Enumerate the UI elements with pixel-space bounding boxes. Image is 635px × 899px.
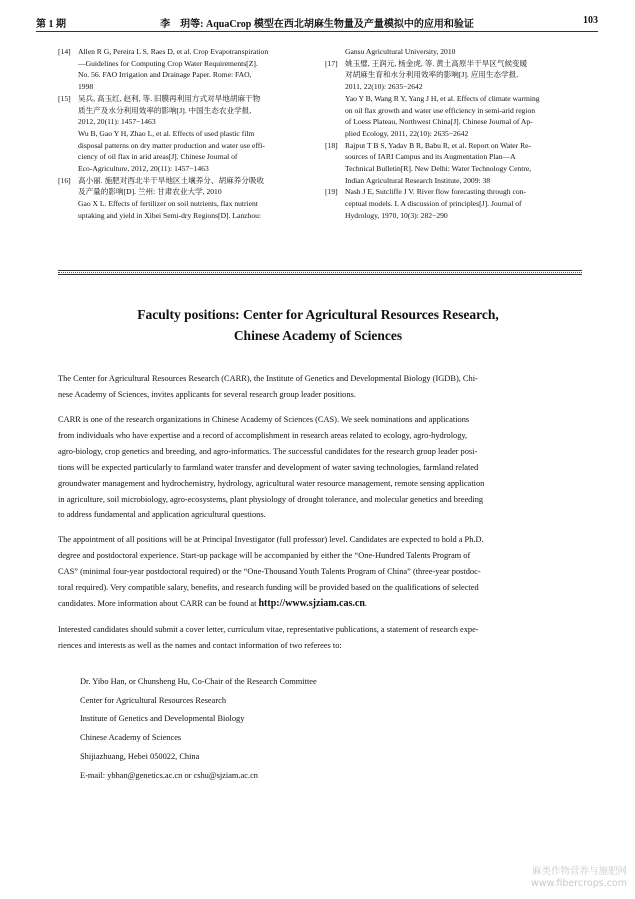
- text-line: Interested candidates should submit a cover letter, curriculum vitae, representative publications, a statement of research expe-: [58, 625, 479, 634]
- paragraph-carr: [58, 412, 580, 523]
- references-right-column: [325, 46, 582, 222]
- text-line: The Center for Agricultural Resources Research (CARR), the Institute of Genetics and Developmental Biology (IGDB), Chi-: [58, 374, 478, 383]
- paragraph-application: [58, 622, 580, 654]
- text-line: tions will be expected particularly to farmland water transfer and development of water saving technologies, farmland related: [58, 462, 479, 472]
- reference-line: Indian Agricultural Research Institute, 2009: 38: [345, 175, 491, 185]
- reference-line: Rajput T B S, Yadav B R, Babu R, et al. Report on Water Re-: [345, 140, 532, 150]
- reference-line: 2011, 22(10): 2635−2642: [345, 82, 423, 92]
- reference-entry: [58, 93, 308, 175]
- text-line: toral required). Very compatible salary, benefits, and research funding will be provided based on the qualifications of selected: [58, 582, 479, 592]
- watermark: [531, 866, 627, 890]
- reference-line: Technical Bulletin[R]. New Delhi: Water Technology Centre,: [345, 164, 532, 174]
- text-line: agro-biology, crop genetics and breeding, and agro-informatics. The successful candidates for the research group leader posi-: [58, 446, 478, 456]
- reference-line: Yao Y B, Wang R Y, Yang J H, et al. Effects of climate warming: [345, 93, 540, 103]
- text-line: groundwater management and hydrochemistry, hydrology, agricultural water resource management, remote sensing application: [58, 478, 485, 488]
- paragraph-appointment: [58, 532, 580, 612]
- text-line: in agriculture, soil microbiology, agro-ecosystems, plant physiology of drought tolerance, and molecular genetics and breeding: [58, 494, 484, 504]
- reference-number: [15]: [58, 93, 71, 103]
- reference-line: plied Ecology, 2011, 22(10): 2635−2642: [345, 128, 469, 138]
- reference-entry: [325, 58, 582, 140]
- reference-entry: [325, 46, 582, 58]
- contact-address: Shijiazhuang, Hebei 050022, China: [80, 751, 200, 761]
- text-line: nese Academy of Sciences, invites applicants for several research group leader positions.: [58, 389, 356, 399]
- watermark-line-1: 麻类作物营养与施肥网: [531, 866, 627, 877]
- text-fragment: candidates. More information about CARR can be found at: [58, 598, 259, 608]
- text-line: [58, 596, 580, 612]
- reference-entry: [58, 175, 308, 222]
- watermark-line-2: www.fibercrops.com: [530, 878, 627, 889]
- reference-line: Hydrology, 1970, 10(3): 282−290: [345, 210, 448, 220]
- reference-line: ciency of oil flax in arid areas[J]. Chinese Journal of: [78, 152, 238, 162]
- contact-center: Center for Agricultural Resources Research: [80, 695, 227, 705]
- page-number: 103: [583, 15, 598, 26]
- text-line: from individuals who have expertise and a record of accomplishment in research areas related to ecology, agro-hydrology,: [58, 430, 468, 440]
- running-title: 李 玥等: AquaCrop 模型在西北胡麻生物量及产量模拟中的应用和验证: [160, 19, 474, 30]
- references-left-column: [58, 46, 308, 222]
- contact-institute: Institute of Genetics and Developmental Biology: [80, 714, 245, 724]
- text-line: to address fundamental and application agricultural questions.: [58, 510, 266, 520]
- reference-line: 1998: [78, 82, 94, 92]
- reference-entry: [325, 186, 582, 221]
- running-header: [36, 14, 598, 30]
- reference-line: 吴兵, 高玉红, 赵利, 等. 旧膜再利用方式对旱地胡麻干物: [78, 93, 261, 103]
- reference-entry: [58, 46, 308, 93]
- reference-line: 高小丽. 施肥对西北半干旱地区土壤养分、胡麻养分吸收: [78, 175, 265, 185]
- reference-line: of Loess Plateau, Northwest China[J]. Chinese Journal of Ap-: [345, 117, 533, 127]
- reference-number: [19]: [325, 187, 338, 197]
- reference-number: [17]: [325, 58, 338, 68]
- reference-entry: [325, 140, 582, 187]
- reference-line: uptaking and yield in Xibei Semi-dry Regions[D]. Lanzhou:: [78, 210, 262, 220]
- reference-line: 质生产及水分利用效率的影响[J]. 中国生态农业学报,: [78, 105, 252, 115]
- reference-line: 及产量的影响[D]. 兰州: 甘肃农业大学, 2010: [78, 187, 222, 197]
- paragraph-intro: [58, 371, 580, 403]
- announcement-title: [58, 304, 578, 346]
- reference-line: disposal patterns on dry matter production and water use effi-: [78, 140, 265, 150]
- text-line: degree and postdoctoral experience. Start-up package will be accompanied by either the “One-Hundred Talents Program of: [58, 550, 471, 560]
- reference-line: Nash J E, Sutcliffe J V. River flow forecasting through con-: [345, 187, 526, 197]
- reference-line: on oil flax growth and water use efficiency in semi-arid region: [345, 105, 536, 115]
- text-line: CAS” (minimal four-year postdoctoral required) or the “One-Thousand Youth Talents Program of China” (three-year postdoc-: [58, 566, 481, 576]
- reference-line: Wu B, Gao Y H, Zhao L, et al. Effects of used plastic film: [78, 128, 255, 138]
- contact-block: [80, 673, 500, 785]
- reference-number: [14]: [58, 47, 71, 56]
- issue-number: 第 1 期: [36, 19, 66, 30]
- reference-line: Allen R G, Pereira L S, Raes D, et al. Crop Evapotranspiration: [78, 47, 269, 56]
- reference-line: Gao X L. Effects of fertilizer on soil nutrients, flax nutrient: [78, 199, 258, 209]
- reference-line: 姚玉璧, 王润元, 杨金虎, 等. 黄土高原半干旱区气候变暖: [345, 58, 528, 68]
- reference-line: ceptual models. I. A discussion of principles[J]. Journal of: [345, 199, 522, 209]
- text-line: riences and interests as well as the names and contact information of two referees to:: [58, 640, 342, 650]
- reference-line: —Guidelines for Computing Crop Water Requirements[Z].: [78, 58, 258, 68]
- reference-line: sources of IARI Campus and its Augmentation Plan—A: [345, 152, 516, 162]
- reference-line: 2012, 20(11): 1457−1463: [78, 117, 156, 127]
- header-rule: [36, 31, 598, 32]
- text-line: CARR is one of the research organizations in Chinese Academy of Sciences (CAS). We seek nominations and applications: [58, 415, 470, 424]
- reference-line: 对胡麻生育和水分利用效率的影响[J]. 应用生态学报,: [345, 70, 519, 80]
- section-divider-ornament: [58, 272, 582, 273]
- carr-website-link[interactable]: http://www.sjziam.cas.cn: [258, 597, 365, 609]
- reference-line: No. 56. FAO Irrigation and Drainage Paper. Rome: FAO,: [78, 70, 252, 80]
- announcement-title-line-1: Faculty positions: Center for Agricultural Resources Research,: [137, 307, 499, 322]
- contact-name: Dr. Yibo Han, or Chunsheng Hu, Co-Chair of the Research Committee: [80, 677, 317, 686]
- contact-email: E-mail: ybhan@genetics.ac.cn or cshu@sjziam.ac.cn: [80, 770, 258, 780]
- reference-number: [18]: [325, 140, 338, 150]
- reference-number: [16]: [58, 175, 71, 185]
- announcement-title-line-2: Chinese Academy of Sciences: [233, 328, 403, 343]
- reference-line: Gansu Agricultural University, 2010: [345, 47, 456, 56]
- text-fragment: .: [364, 598, 367, 608]
- text-line: The appointment of all positions will be at Principal Investigator (full professor) level. Candidates are expected to hold a Ph.D.: [58, 535, 484, 544]
- reference-line: Eco-Agriculture, 2012, 20(11): 1457−1463: [78, 164, 209, 174]
- contact-academy: Chinese Academy of Sciences: [80, 733, 182, 743]
